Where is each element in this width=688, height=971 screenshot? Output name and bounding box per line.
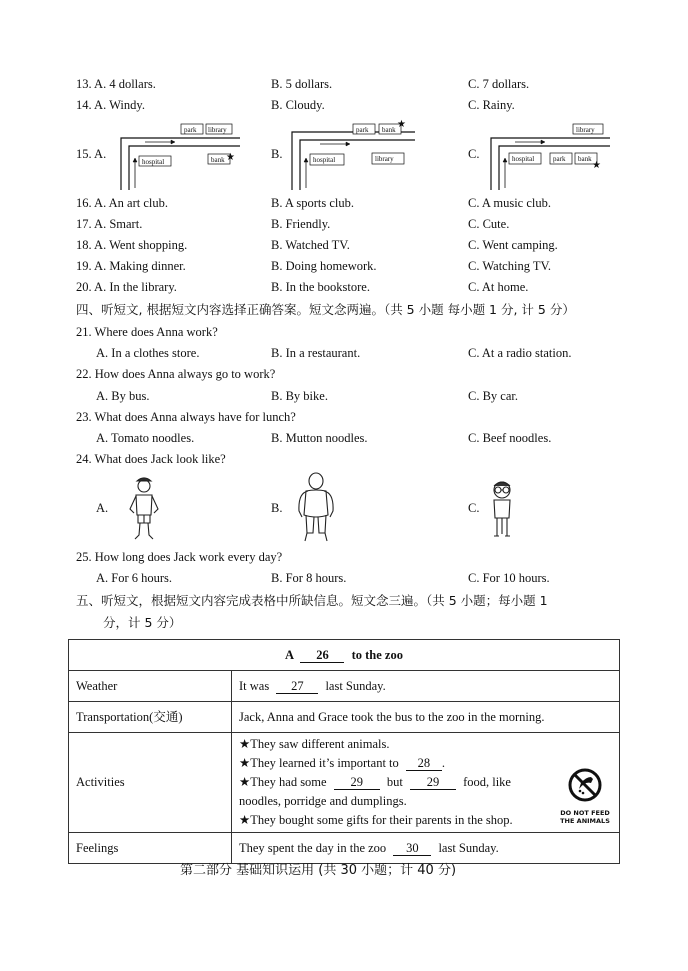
q14-option-c: C. Rainy. [468,98,515,112]
weather-pre: It was [239,678,270,693]
table-row-transportation [69,702,620,733]
activity-4: ★They bought some gifts for their parents in the shop. [239,813,513,827]
map-b-library-label: library [375,155,394,163]
map-c-park-label: park [553,155,566,163]
map-a-hospital-label: hospital [142,158,165,166]
q25-option-b: B. For 8 hours. [271,571,347,585]
q19-option-b: B. Doing homework. [271,259,377,273]
q20-option-c: C. At home. [468,280,529,294]
map-c-library-label: library [576,126,595,134]
map-c [485,118,615,193]
feelings-pre: They spent the day in the zoo [239,840,387,855]
q23-option-b: B. Mutton noodles. [271,431,368,445]
q24-option-a: A. [96,501,109,515]
q13-option-c: C. 7 dollars. [468,77,530,91]
q25-stem: 25. How long does Jack work every day? [76,550,283,564]
q21-option-a: A. In a clothes store. [96,346,200,360]
person-c-glasses-figure [486,478,518,542]
q22-option-b: B. By bike. [271,389,328,403]
weather-cell [232,671,620,702]
blank-28[interactable]: 28 [406,756,442,771]
map-b-star-icon: ★ [397,119,406,130]
map-a-library-label: library [208,126,227,134]
section5-heading-line2: 分，计 5 分） [103,615,182,630]
feelings-label: Feelings [69,833,232,864]
q24-option-b: B. [271,501,283,515]
title-a: A [285,647,294,662]
q15-option-c: C. [468,147,480,161]
map-b-park-label: park [356,126,369,134]
blank-27[interactable]: 27 [276,679,318,694]
zoo-info-table [68,639,620,864]
q16-option-b: B. A sports club. [271,196,354,210]
map-b-bank-label: bank [382,126,396,134]
sign-text-2: THE ANIMALS [560,817,610,825]
q22-option-c: C. By car. [468,389,518,403]
q20-option-b: B. In the bookstore. [271,280,370,294]
activity-2-post: . [441,756,446,770]
sign-text-1: DO NOT FEED [560,809,610,817]
q19-option-c: C. Watching TV. [468,259,552,273]
blank-26[interactable]: 26 [300,648,344,663]
q18-option-c: C. Went camping. [468,238,558,252]
activity-2-pre: ★They learned it’s important to [239,756,399,770]
title-rest: to the zoo [351,647,403,662]
weather-post: last Sunday. [325,678,386,693]
q22-option-a: A. By bus. [96,389,150,403]
blank-29b[interactable]: 29 [410,775,456,790]
feelings-post: last Sunday. [438,840,499,855]
q23-stem: 23. What does Anna always have for lunch? [76,410,296,424]
q16-option-c: C. A music club. [468,196,551,210]
q13-option-b: B. 5 dollars. [271,77,333,91]
q18-option-b: B. Watched TV. [271,238,350,252]
section4-heading: 四、听短文, 根据短文内容选择正确答案。短文念两遍。（共 5 小题 每小题 1 分, 计 5 分） [76,302,575,317]
table-title [69,640,620,671]
q15-option-b: B. [271,147,283,161]
activity-1: ★They saw different animals. [239,737,390,751]
q14-option-b: B. Cloudy. [271,98,325,112]
table-row-weather [69,671,620,702]
q17-option-a: 17. A. Smart. [76,217,143,231]
activity-3-post: food, like [463,775,511,789]
map-a [115,118,245,193]
q24-option-c: C. [468,501,480,515]
q13-option-a: 13. A. 4 dollars. [76,77,156,91]
map-a-star-icon: ★ [226,152,235,163]
q17-option-c: C. Cute. [468,217,510,231]
activity-3-pre: ★They had some [239,775,327,789]
activities-cell [232,733,620,833]
map-a-bank-label: bank [211,156,225,164]
q24-stem: 24. What does Jack look like? [76,452,226,466]
activity-3-mid: but [386,775,403,789]
map-b [290,118,420,193]
section5-heading-line1: 五、听短文，根据短文内容完成表格中所缺信息。短文念三遍。（共 5 小题；每小题 1 [76,593,548,608]
q18-option-a: 18. A. Went shopping. [76,238,188,252]
q23-option-c: C. Beef noodles. [468,431,552,445]
person-a-thin-figure [124,473,164,543]
map-a-park-label: park [184,126,197,134]
map-c-star-icon: ★ [592,160,601,171]
q20-option-a: 20. A. In the library. [76,280,177,294]
feelings-cell [232,833,620,864]
map-c-bank-label: bank [578,155,592,163]
q21-stem: 21. Where does Anna work? [76,325,218,339]
blank-30[interactable]: 30 [393,841,431,856]
transport-cell: Jack, Anna and Grace took the bus to the zoo in the morning. [232,702,620,733]
q25-option-a: A. For 6 hours. [96,571,173,585]
table-row-activities [69,733,620,833]
no-feeding-sign [555,767,615,825]
activity-3-line2: noodles, porridge and dumplings. [239,794,407,808]
q23-option-a: A. Tomato noodles. [96,431,195,445]
part2-heading: 第二部分 基础知识运用 (共 30 小题；计 40 分) [180,863,457,878]
q19-option-a: 19. A. Making dinner. [76,259,186,273]
q21-option-b: B. In a restaurant. [271,346,361,360]
map-c-hospital-label: hospital [512,155,535,163]
table-title-row [69,640,620,671]
weather-label: Weather [69,671,232,702]
q21-option-c: C. At a radio station. [468,346,572,360]
q22-stem: 22. How does Anna always go to work? [76,367,276,381]
q14-option-a: 14. A. Windy. [76,98,145,112]
q16-option-a: 16. A. An art club. [76,196,169,210]
no-feeding-icon [567,767,603,803]
table-row-feelings [69,833,620,864]
map-b-hospital-label: hospital [313,156,336,164]
person-b-heavy-figure [294,471,338,544]
q25-option-c: C. For 10 hours. [468,571,550,585]
q17-option-b: B. Friendly. [271,217,331,231]
q15-option-a: 15. A. [76,147,107,161]
blank-29a[interactable]: 29 [334,775,380,790]
activities-label: Activities [69,733,232,833]
transport-label: Transportation(交通) [69,702,232,733]
